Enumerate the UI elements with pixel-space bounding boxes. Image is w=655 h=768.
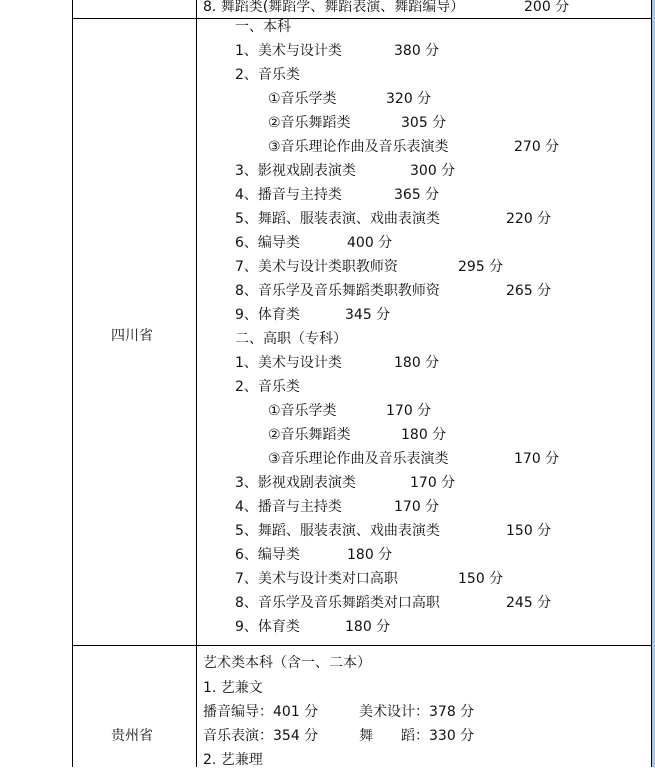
sichuan-line-label: 8、音乐学及音乐舞蹈类职教师资 [235,283,440,299]
sichuan-line-score: 295 分 [458,259,504,275]
sichuan-line-score: 345 分 [345,307,391,323]
sichuan-line-label: 2、音乐类 [235,67,300,83]
sichuan-line-score: 320 分 [386,91,432,107]
sichuan-line-label: ①音乐学类 [268,403,337,419]
sichuan-line-score: 305 分 [401,115,447,131]
sichuan-line-score: 365 分 [394,187,440,203]
sichuan-line-score: 270 分 [514,139,560,155]
sichuan-line-label: 3、影视戏剧表演类 [235,475,356,491]
row-divider-top [72,18,652,19]
sichuan-line-label: ③音乐理论作曲及音乐表演类 [268,451,449,467]
sichuan-line-score: 380 分 [394,43,440,59]
sichuan-line-score: 180 分 [394,355,440,371]
sichuan-line-label: 7、美术与设计类职教师资 [235,259,398,275]
guizhou-line-1: 艺术类本科（含一、二本） [203,655,371,671]
sichuan-line-label: ①音乐学类 [268,91,337,107]
sichuan-line-score: 170 分 [514,451,560,467]
guizhou-line-3b: 美术设计：378 分 [359,704,475,720]
sichuan-line-label: 6、编导类 [235,547,300,563]
sichuan-line-label: 8、音乐学及音乐舞蹈类对口高职 [235,595,440,611]
row-divider-middle [72,645,652,646]
table-border-left [72,0,73,767]
sichuan-line-label: ②音乐舞蹈类 [268,427,351,443]
sichuan-line-label: 4、播音与主持类 [235,499,342,515]
sichuan-line-label: 4、播音与主持类 [235,187,342,203]
province-sichuan: 四川省 [111,328,153,344]
sichuan-line-score: 170 分 [386,403,432,419]
guizhou-line-4a: 音乐表演：354 分 [203,728,319,744]
sichuan-line-label: 7、美术与设计类对口高职 [235,571,398,587]
sichuan-line-score: 150 分 [458,571,504,587]
sichuan-line-score: 180 分 [401,427,447,443]
sichuan-line-label: 9、体育类 [235,619,300,635]
sichuan-line-label: 一、本科 [235,19,291,35]
table-divider [196,0,197,767]
province-guizhou: 贵州省 [111,728,153,744]
sichuan-line-score: 400 分 [347,235,393,251]
sichuan-line-score: 265 分 [506,283,552,299]
guizhou-line-4b: 舞 蹈：330 分 [359,728,475,744]
sichuan-line-score: 170 分 [410,475,456,491]
sichuan-line-label: 二、高职（专科） [235,331,347,347]
sichuan-line-label: ③音乐理论作曲及音乐表演类 [268,139,449,155]
sichuan-line-label: 9、体育类 [235,307,300,323]
sichuan-line-score: 170 分 [394,499,440,515]
sichuan-line-score: 245 分 [506,595,552,611]
guizhou-line-2: 1. 艺兼文 [203,680,263,696]
sichuan-line-label: 5、舞蹈、服装表演、戏曲表演类 [235,523,440,539]
sichuan-line-label: 3、影视戏剧表演类 [235,163,356,179]
guizhou-line-5: 2. 艺兼理 [203,752,263,768]
top-row-score: 200 分 [524,0,570,15]
sichuan-line-score: 300 分 [410,163,456,179]
sichuan-line-label: 2、音乐类 [235,379,300,395]
sichuan-line-label: 5、舞蹈、服装表演、戏曲表演类 [235,211,440,227]
sichuan-line-score: 180 分 [345,619,391,635]
sichuan-line-score: 180 分 [347,547,393,563]
guizhou-line-3a: 播音编导：401 分 [203,704,319,720]
sichuan-line-score: 220 分 [506,211,552,227]
sichuan-line-label: 1、美术与设计类 [235,43,342,59]
top-row-text: 8. 舞蹈类(舞蹈学、舞蹈表演、舞蹈编导） [203,0,465,15]
sichuan-line-score: 150 分 [506,523,552,539]
sichuan-line-label: 1、美术与设计类 [235,355,342,371]
sichuan-line-label: ②音乐舞蹈类 [268,115,351,131]
sichuan-line-label: 6、编导类 [235,235,300,251]
